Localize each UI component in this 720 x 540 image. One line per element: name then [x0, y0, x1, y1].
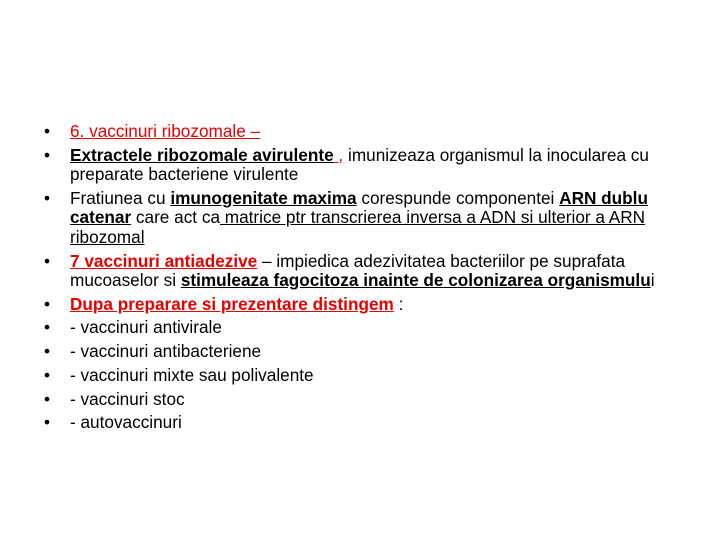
bullet-ribosomal-vaccines — [44, 122, 684, 142]
bullet-text: - vaccinuri mixte sau polivalente — [70, 364, 314, 385]
bullet-ribosomal-extracts — [44, 146, 684, 185]
bullet-text-bold: ARN dublu catenar — [70, 187, 648, 228]
bullet-text-bold: stimuleaza fagocitoza inainte de colonizarea organismulu — [180, 270, 651, 291]
bullet-text: - vaccinuri antibacteriene — [70, 341, 262, 362]
bullet-text: Fratiunea cu — [70, 187, 171, 208]
bullet-stock — [44, 390, 684, 410]
bullet-text: care act ca — [131, 207, 220, 228]
bullet-text: - autovaccinuri — [70, 412, 182, 433]
bullet-text: - vaccinuri stoc — [70, 388, 185, 409]
bullet-text-red: Dupa preparare si prezentare distingem — [70, 293, 394, 314]
bullet-text-underlined: matrice ptr transcrierea inversa a ADN si ulterior a ARN ribozomal — [70, 207, 646, 247]
bullet-text-red: , — [333, 144, 344, 165]
bullet-text-bold: imunogenitate maxima — [170, 187, 357, 208]
bullet-fraction — [44, 189, 684, 248]
bullet-text: – impiedica adezivitatea bacteriilor pe suprafata mucoaselor si — [70, 250, 626, 291]
bullet-text: imunizeaza organismul la inocularea cu preparate bacteriene virulente — [70, 144, 649, 185]
bullet-mixed — [44, 366, 684, 386]
bullet-antibacterial — [44, 342, 684, 362]
bullet-text: 6. vaccinuri ribozomale – — [70, 121, 261, 141]
bullet-antiadhesive-vaccines — [44, 252, 684, 291]
bullet-text-red: 7 vaccinuri antiadezive — [70, 250, 258, 271]
bullet-autovaccines — [44, 413, 684, 433]
bullet-text: i — [650, 270, 655, 291]
bullet-text: corespunde componentei — [356, 187, 560, 208]
bullet-text: : — [393, 293, 404, 314]
bullet-text-bold: Extractele ribozomale avirulente — [70, 144, 334, 165]
bullet-text: - vaccinuri antivirale — [70, 317, 222, 338]
bullet-after-preparation — [44, 295, 684, 315]
bullet-list — [44, 122, 684, 437]
bullet-antiviral — [44, 318, 684, 338]
